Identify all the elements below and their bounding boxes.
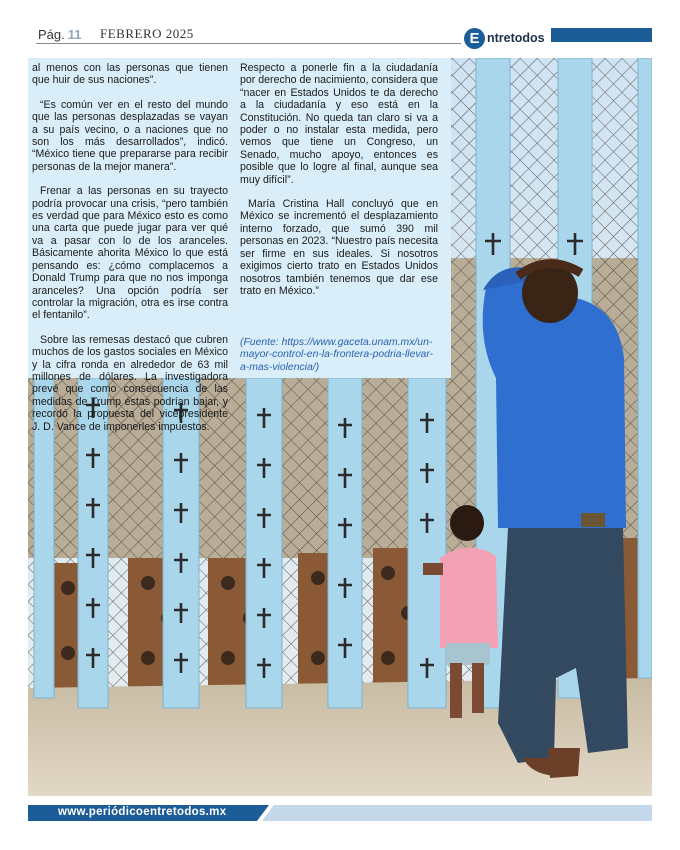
paragraph: al menos con las personas que tienen que huir de sus naciones”. <box>32 62 228 87</box>
logo-wordmark: ntretodos <box>487 31 545 45</box>
article-column-1 <box>32 62 228 445</box>
page-header <box>0 0 680 52</box>
page-number-label <box>38 27 82 42</box>
paragraph: “Es común ver en el resto del mundo que las personas desplazadas se vayan a su país vecino, o a naciones que no son los más desarrollados”, indicó. “México tiene que prepararse para recibir personas de la mejor manera”. <box>32 98 228 173</box>
footer-accent-bar <box>262 805 652 821</box>
page-number: 11 <box>67 27 82 42</box>
page-footer <box>0 805 680 829</box>
logo-initial: E <box>464 28 485 49</box>
article-column-2 <box>240 62 438 309</box>
paragraph: Frenar a las personas en su trayecto podría provocar una crisis, “pero también es verdad que para México esto es como una carta que puede jugar para ver qué va a pasar con lo de los aranceles. Básicamente ahorita México lo que está pensando es: ¿cómo complacemos a Donald Trump para que no nos imponga aranceles? Una opción podría ser controlar la migración, otra es irse contra el fentanilo”. <box>32 185 228 322</box>
header-accent-bar <box>551 28 652 42</box>
entretodos-logo <box>464 27 545 49</box>
header-divider <box>36 43 461 44</box>
page-prefix: Pág. <box>38 27 65 42</box>
website-url-link[interactable]: www.periódicoentretodos.mx <box>58 806 227 818</box>
paragraph: Respecto a ponerle fin a la ciudadanía por derecho de nacimiento, considera que “nacer en Estados Unidos te da derecho a la ciudadanía y eso está en la Constitución. No queda tan claro si va a poder o no instalar esta medida, pero vemos que tiene un Congreso, un Senado, mucho apoyo, entonces es posible que lo logre al final, aunque sea muy difícil”. <box>240 62 438 186</box>
paragraph: Sobre las remesas destacó que cubren muchos de los gastos sociales en México y la cifra ronda en alrededor de 63 mil millones de dólares. La investigadora prevé que como consecuencia de las medidas de Trump éstas podrían bajar, y recordó la propuesta del vicepresidente J. D. Vance de imponerles impuestos. <box>32 333 228 433</box>
issue-date: FEBRERO 2025 <box>100 26 194 41</box>
paragraph: María Cristina Hall concluyó que en México se incrementó el desplazamiento interno forzado, que sumó 390 mil personas en 2023. “Nuestro país necesita ser firme en sus ideales. Si nosotros exigimos cierto trato en Estados Unidos nosotros también tenemos que dar ese trato en México.” <box>240 198 438 297</box>
source-citation-link[interactable]: (Fuente: https://www.gaceta.unam.mx/un-mayor-control-en-la-frontera-podria-llevar-a-mas-violencia/) <box>240 337 434 373</box>
